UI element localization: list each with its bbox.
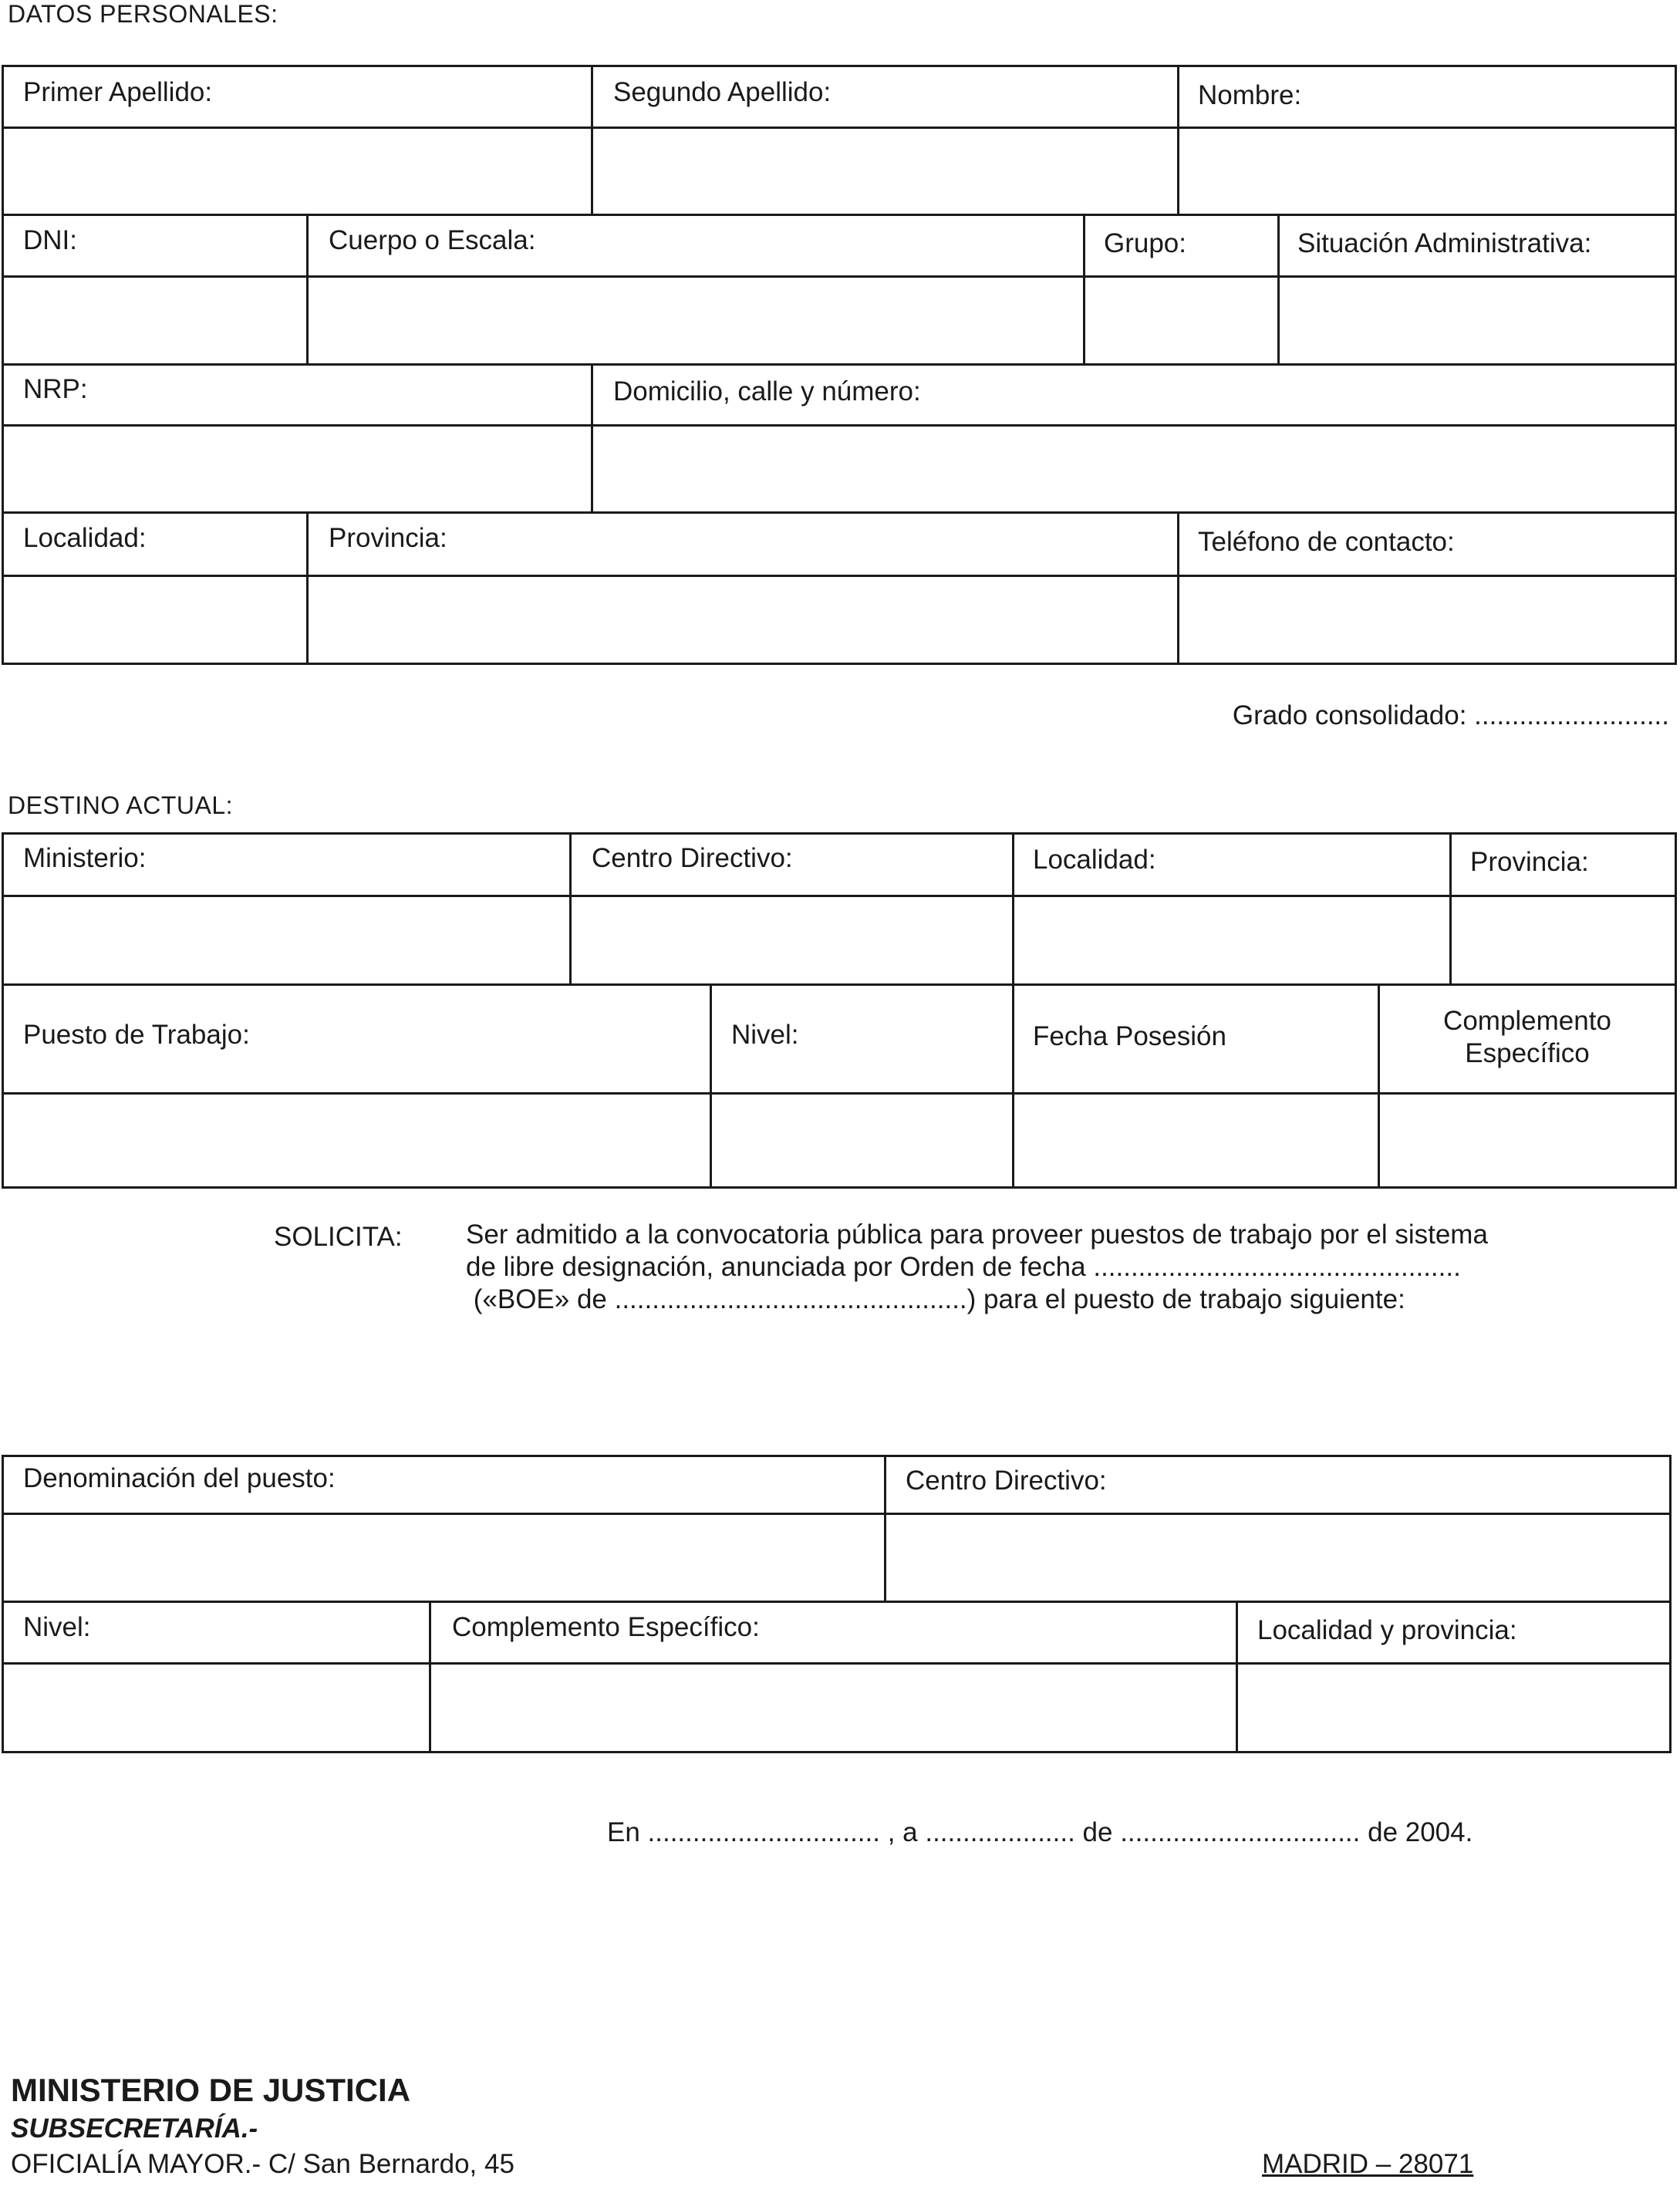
label-telefono-contacto: Teléfono de contacto: xyxy=(1198,527,1455,557)
solicita-line-3: («BOE» de ...............................................) para el puesto de trabajo siguiente: xyxy=(466,1284,1405,1314)
destino-actual-form xyxy=(0,818,1680,1196)
label-localidad: Localidad: xyxy=(23,523,147,553)
label-dni: DNI: xyxy=(23,225,77,255)
label-centro-directivo-puesto: Centro Directivo: xyxy=(906,1466,1107,1496)
localidad-provincia-field[interactable] xyxy=(1238,1665,1669,1751)
personal-data-form xyxy=(0,0,1680,679)
ministerio-name: MINISTERIO DE JUSTICIA xyxy=(11,2072,411,2108)
domicilio-field[interactable] xyxy=(593,427,1675,511)
denominacion-puesto-field[interactable] xyxy=(4,1515,884,1601)
oficialia-address: OFICIALÍA MAYOR.- C/ San Bernardo, 45 xyxy=(11,2149,514,2179)
centro-directivo-puesto-field[interactable] xyxy=(886,1515,1669,1601)
label-complemento-puesto: Complemento Específico: xyxy=(452,1612,760,1642)
label-provincia: Provincia: xyxy=(329,523,447,553)
complemento-puesto-field[interactable] xyxy=(431,1665,1236,1751)
solicita-line-2: de libre designación, anunciada por Orden de fecha ................................................. xyxy=(466,1252,1461,1282)
segundo-apellido-field[interactable] xyxy=(593,129,1177,214)
label-complemento-line2: Específico xyxy=(1465,1038,1590,1068)
subsecretaria-name: SUBSECRETARÍA.- xyxy=(11,2113,258,2144)
fecha-lugar-line: En ............................... , a .................... de ................................ de 2004. xyxy=(607,1817,1473,1847)
telefono-field[interactable] xyxy=(1179,577,1675,663)
label-puesto-trabajo: Puesto de Trabajo: xyxy=(23,1020,250,1050)
label-cuerpo-escala: Cuerpo o Escala: xyxy=(329,225,536,255)
label-segundo-apellido: Segundo Apellido: xyxy=(613,77,832,107)
nombre-field[interactable] xyxy=(1179,129,1675,214)
grupo-field[interactable] xyxy=(1085,278,1277,363)
cuerpo-escala-field[interactable] xyxy=(309,278,1083,363)
label-situacion-administrativa: Situación Administrativa: xyxy=(1297,228,1592,258)
madrid-postal: MADRID – 28071 xyxy=(1262,2149,1474,2179)
nrp-field[interactable] xyxy=(4,427,591,511)
section-title-destino: DESTINO ACTUAL: xyxy=(8,791,233,819)
dni-field[interactable] xyxy=(4,278,306,363)
label-nivel-puesto: Nivel: xyxy=(23,1612,91,1642)
section-title-personal: DATOS PERSONALES: xyxy=(8,0,278,28)
provincia-destino-field[interactable] xyxy=(1452,897,1675,983)
label-complemento-line1: Complemento xyxy=(1443,1006,1611,1036)
primer-apellido-field[interactable] xyxy=(4,129,591,214)
centro-directivo-field[interactable] xyxy=(572,897,1012,983)
localidad-field[interactable] xyxy=(4,577,306,663)
ministerio-field[interactable] xyxy=(4,897,569,983)
fecha-posesion-field[interactable] xyxy=(1014,1095,1378,1186)
label-provincia-destino: Provincia: xyxy=(1470,847,1589,877)
label-fecha-posesion: Fecha Posesión xyxy=(1033,1021,1226,1051)
label-localidad-destino: Localidad: xyxy=(1033,845,1156,875)
label-localidad-provincia: Localidad y provincia: xyxy=(1257,1615,1517,1645)
label-ministerio: Ministerio: xyxy=(23,843,147,873)
label-nombre: Nombre: xyxy=(1198,80,1302,110)
label-centro-directivo: Centro Directivo: xyxy=(592,843,793,873)
complemento-especifico-field[interactable] xyxy=(1380,1095,1675,1186)
label-nivel-destino: Nivel: xyxy=(731,1020,799,1050)
nivel-destino-field[interactable] xyxy=(712,1095,1012,1186)
label-domicilio: Domicilio, calle y número: xyxy=(613,376,921,407)
situacion-administrativa-field[interactable] xyxy=(1280,278,1675,363)
provincia-field[interactable] xyxy=(309,577,1177,663)
solicita-label: SOLICITA: xyxy=(274,1222,403,1252)
label-grupo: Grupo: xyxy=(1104,228,1186,258)
solicita-line-1: Ser admitido a la convocatoria pública para proveer puestos de trabajo por el sistema xyxy=(466,1220,1488,1250)
solicita-text xyxy=(466,1219,1488,1316)
label-complemento-especifico xyxy=(1380,1005,1675,1070)
puesto-solicitado-form xyxy=(0,1442,1680,1759)
puesto-trabajo-field[interactable] xyxy=(4,1095,710,1186)
label-denominacion-puesto: Denominación del puesto: xyxy=(23,1463,336,1493)
label-nrp: NRP: xyxy=(23,374,88,404)
nivel-puesto-field[interactable] xyxy=(4,1665,429,1751)
label-primer-apellido: Primer Apellido: xyxy=(23,77,213,107)
grado-consolidado: Grado consolidado: .......................... xyxy=(1232,700,1669,730)
localidad-destino-field[interactable] xyxy=(1014,897,1449,983)
